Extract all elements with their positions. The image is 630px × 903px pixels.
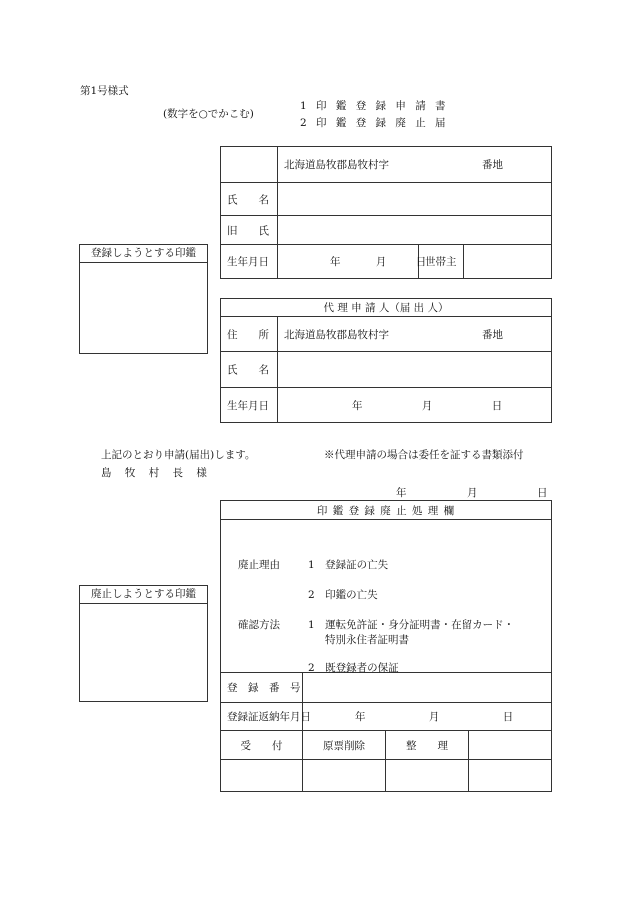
title-line-1: 1 印 鑑 登 録 申 請 書 bbox=[300, 100, 449, 112]
reason-1[interactable]: 1 登録証の亡失 bbox=[308, 559, 389, 571]
household-head-field[interactable] bbox=[464, 245, 552, 279]
applicant-birth-field[interactable] bbox=[278, 245, 427, 279]
birth-label: 生年月日 bbox=[221, 245, 278, 279]
birth-month: 月 bbox=[375, 256, 387, 268]
agent-table bbox=[220, 298, 552, 423]
reason-2[interactable]: 2 印鑑の亡失 bbox=[308, 589, 378, 601]
arrange-label: 整 理 bbox=[386, 731, 469, 760]
return-date-label: 登録証返納年月日 bbox=[221, 703, 303, 731]
title-line-2: 2 印 鑑 登 録 廃 止 届 bbox=[300, 117, 449, 129]
agent-birth-field[interactable] bbox=[278, 388, 552, 423]
birth-day: 日 bbox=[415, 256, 427, 268]
birth-year: 年 bbox=[330, 256, 341, 268]
applicant-name-field[interactable] bbox=[278, 183, 552, 216]
addressee: 島 牧 村 長 様 bbox=[101, 467, 212, 479]
applicant-table bbox=[220, 146, 552, 279]
agent-birth-year: 年 bbox=[352, 399, 363, 412]
blank-stamp-field[interactable] bbox=[469, 760, 552, 792]
arrange-stamp-field[interactable] bbox=[386, 760, 469, 792]
return-date-field[interactable] bbox=[303, 703, 552, 731]
ledger-delete-stamp-field[interactable] bbox=[303, 760, 386, 792]
applicant-banchi: 番地 bbox=[482, 159, 504, 171]
reg-number-field[interactable] bbox=[303, 673, 552, 703]
agent-birth-month: 月 bbox=[421, 399, 433, 412]
confirm-label: 確認方法 bbox=[238, 619, 280, 631]
received-label: 受 付 bbox=[221, 731, 303, 760]
applicant-former-name-field[interactable] bbox=[278, 216, 552, 245]
circle-instruction: (数字を○でかこむ) bbox=[163, 108, 254, 120]
return-day: 日 bbox=[502, 711, 514, 723]
household-head-label: 世帯主 bbox=[419, 245, 464, 279]
return-month: 月 bbox=[428, 711, 440, 723]
agent-banchi: 番地 bbox=[482, 328, 503, 341]
confirm-1b: 特別永住者証明書 bbox=[325, 634, 409, 646]
register-seal-box[interactable] bbox=[79, 244, 208, 354]
former-name-label: 旧 氏 bbox=[221, 216, 278, 245]
agent-birth-day: 日 bbox=[491, 399, 503, 412]
agent-address-prefix: 北海道島牧郡島牧村字 bbox=[284, 328, 389, 341]
date-year: 年 bbox=[396, 487, 407, 499]
processing-body[interactable] bbox=[221, 520, 552, 673]
reason-label: 廃止理由 bbox=[238, 559, 280, 571]
register-seal-label: 登録しようとする印鑑 bbox=[80, 245, 207, 263]
agent-name-label: 氏 名 bbox=[221, 352, 278, 388]
received-stamp-field[interactable] bbox=[221, 760, 303, 792]
form-number: 第1号様式 bbox=[80, 85, 129, 97]
processing-title: 印 鑑 登 録 廃 止 処 理 欄 bbox=[221, 501, 552, 520]
statement: 上記のとおり申請(届出)します。 bbox=[101, 449, 256, 461]
reg-number-label: 登 録 番 号 bbox=[221, 673, 303, 703]
abolish-seal-box[interactable] bbox=[79, 585, 208, 702]
date-month: 月 bbox=[467, 487, 478, 499]
processing-table bbox=[220, 500, 552, 792]
abolish-seal-label: 廃止しようとする印鑑 bbox=[80, 586, 207, 604]
agent-address-field[interactable] bbox=[278, 317, 552, 352]
date-day: 日 bbox=[537, 487, 548, 499]
return-year: 年 bbox=[355, 711, 366, 723]
agent-note: ※代理申請の場合は委任を証する書類添付 bbox=[324, 449, 524, 461]
agent-title: 代 理 申 請 人（届 出 人） bbox=[221, 299, 552, 317]
address-label-cell bbox=[221, 147, 278, 183]
applicant-address-prefix: 北海道島牧郡島牧村字 bbox=[284, 159, 389, 171]
confirm-2[interactable]: 2 既登録者の保証 bbox=[308, 662, 399, 674]
name-label: 氏 名 bbox=[221, 183, 278, 216]
ledger-delete-label: 原票削除 bbox=[303, 731, 386, 760]
blank-header-cell bbox=[469, 731, 552, 760]
applicant-address-cell[interactable] bbox=[278, 147, 552, 183]
agent-address-label: 住 所 bbox=[221, 317, 278, 352]
agent-birth-label: 生年月日 bbox=[221, 388, 278, 423]
agent-name-field[interactable] bbox=[278, 352, 552, 388]
confirm-1a[interactable]: 1 運転免許証・身分証明書・在留カード・ bbox=[308, 619, 515, 631]
